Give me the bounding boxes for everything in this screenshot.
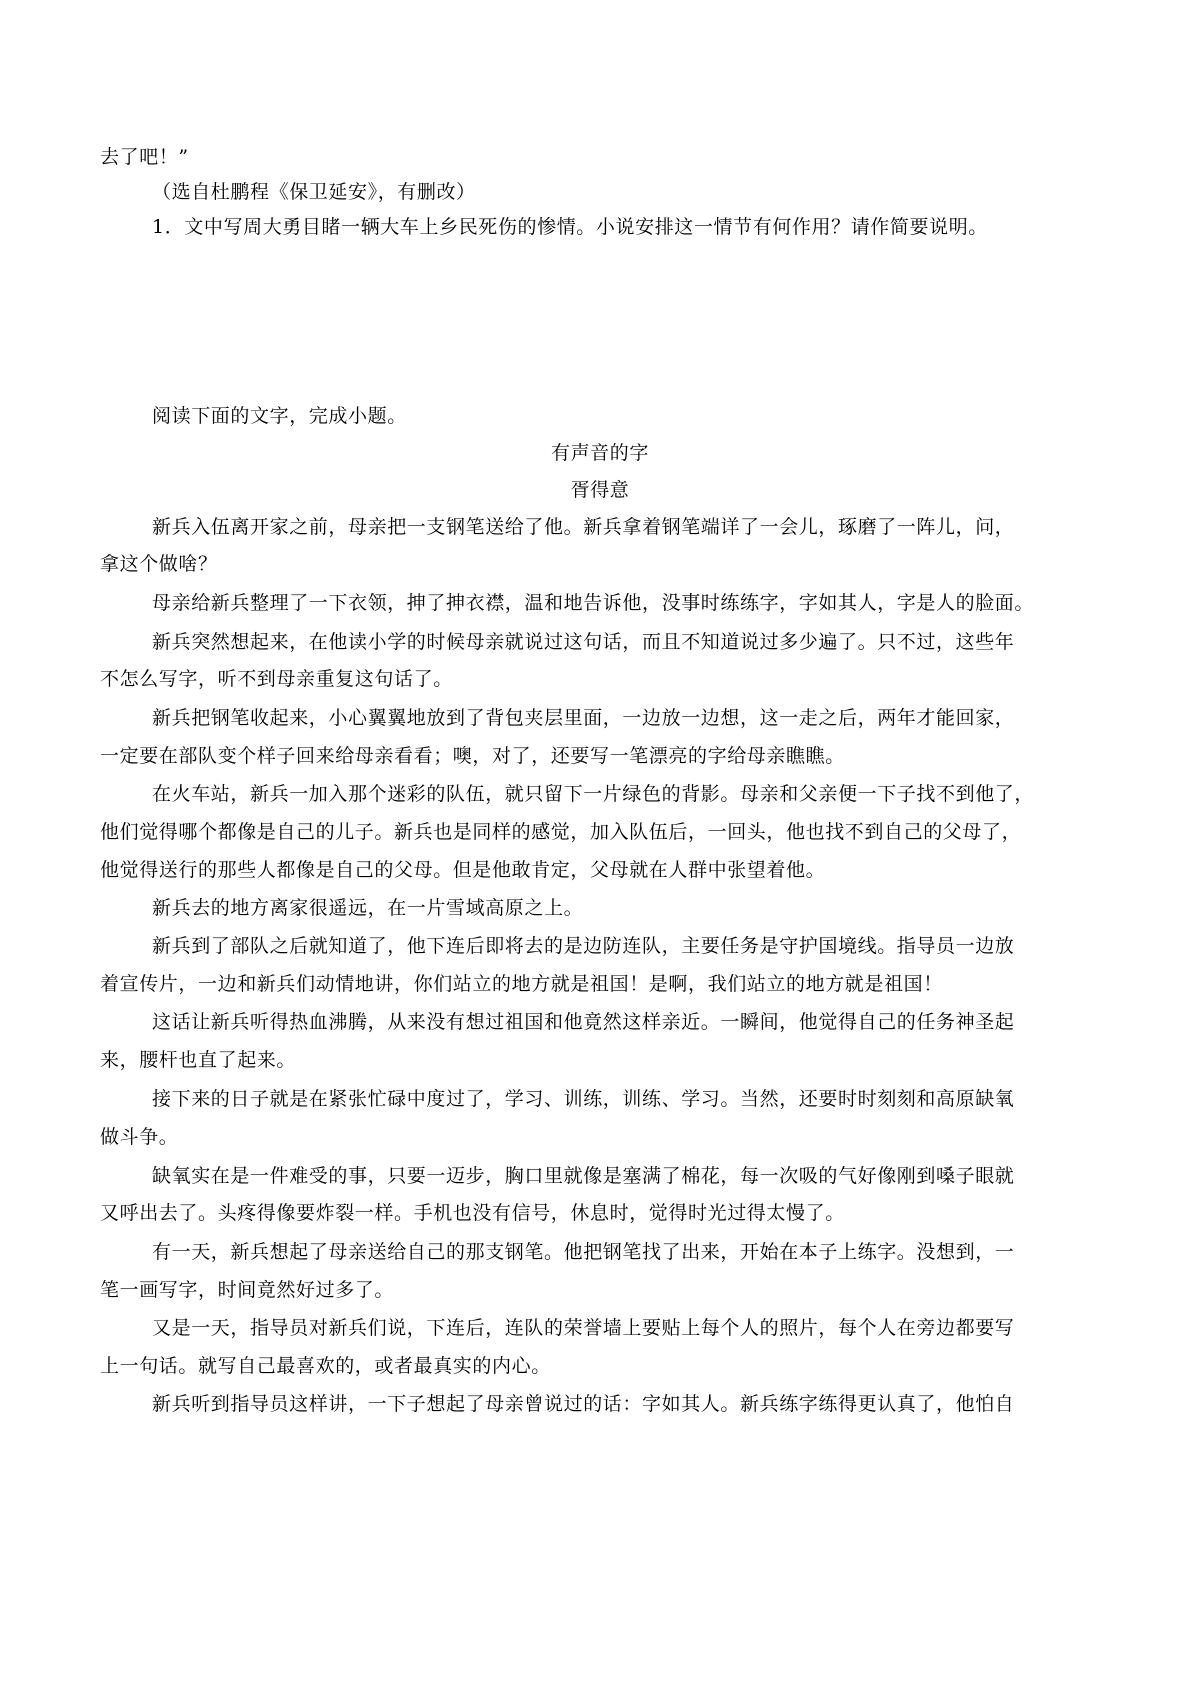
story-line: 笔一画写字，时间竟然好过多了。 (100, 1279, 395, 1301)
story-line: 上一句话。就写自己最喜欢的，或者最真实的内心。 (100, 1355, 551, 1377)
story-line: 新兵到了部队之后就知道了，他下连后即将去的是边防连队，主要任务是守护国境线。指导员一边放 (152, 935, 1015, 957)
story-title: 有声音的字 (550, 442, 649, 464)
story-line: 在火车站，新兵一加入那个迷彩的队伍，就只留下一片绿色的背影。母亲和父亲便一下子找不到他了， (152, 783, 1035, 805)
story-line: 新兵把钢笔收起来，小心翼翼地放到了背包夹层里面，一边放一边想，这一走之后，两年才能回家， (152, 707, 1015, 729)
story-line: 这话让新兵听得热血沸腾，从来没有想过祖国和他竟然这样亲近。一瞬间，他觉得自己的任务神圣起 (152, 1011, 1015, 1033)
story-line: 他觉得送行的那些人都像是自己的父母。但是他敢肯定，父母就在人群中张望着他。 (100, 859, 826, 881)
story-line: 新兵去的地方离家很遥远，在一片雪域高原之上。 (152, 897, 584, 919)
story-line: 新兵突然想起来，在他读小学的时候母亲就说过这句话，而且不知道说过多少遍了。只不过，这些年 (152, 631, 1015, 653)
story-line: 接下来的日子就是在紧张忙碌中度过了，学习、训练，训练、学习。当然，还要时时刻刻和高原缺氧 (152, 1088, 1015, 1110)
story-author: 胥得意 (570, 479, 630, 501)
story-line: 做斗争。 (100, 1126, 179, 1148)
story-line: 缺氧实在是一件难受的事，只要一迈步，胸口里就像是塞满了棉花，每一次吸的气好像刚到嗓子眼就 (152, 1165, 1015, 1187)
story-line: 不怎么写字，听不到母亲重复这句话了。 (100, 668, 453, 690)
question-1: 1．文中写周大勇目睹一辆大车上乡民死伤的惨情。小说安排这一情节有何作用？请作简要说明。 (152, 216, 988, 238)
story-line: 一定要在部队变个样子回来给母亲看看；噢，对了，还要写一笔漂亮的字给母亲瞧瞧。 (100, 745, 845, 767)
story-line: 母亲给新兵整理了一下衣领，抻了抻衣襟，温和地告诉他，没事时练练字，字如其人，字是人的脸面。 (152, 592, 1035, 614)
story-line: 又呼出去了。头疼得像要炸裂一样。手机也没有信号，休息时，觉得时光过得太慢了。 (100, 1202, 845, 1224)
story-line: 又是一天，指导员对新兵们说，下连后，连队的荣誉墙上要贴上每个人的照片，每个人在旁边都要写 (152, 1317, 1015, 1339)
story-line: 有一天，新兵想起了母亲送给自己的那支钢笔。他把钢笔找了出来，开始在本子上练字。没想到，一 (152, 1241, 1015, 1263)
previous-passage-ending: 去了吧！” (100, 146, 189, 168)
reading-instruction: 阅读下面的文字，完成小题。 (152, 405, 407, 427)
source-note: （选自杜鹏程《保卫延安》，有删改） (152, 181, 476, 203)
story-line: 拿这个做啥？ (100, 553, 218, 575)
story-line: 着宣传片，一边和新兵们动情地讲，你们站立的地方就是祖国！是啊，我们站立的地方就是祖国！ (100, 973, 943, 995)
story-line: 新兵听到指导员这样讲，一下子想起了母亲曾说过的话：字如其人。新兵练字练得更认真了，他怕自 (152, 1393, 1015, 1415)
story-line: 来，腰杆也直了起来。 (100, 1049, 297, 1071)
story-line: 他们觉得哪个都像是自己的儿子。新兵也是同样的感觉，加入队伍后，一回头，他也找不到自己的父母了， (100, 821, 1022, 843)
story-line: 新兵入伍离开家之前，母亲把一支钢笔送给了他。新兵拿着钢笔端详了一会儿，琢磨了一阵儿，问， (152, 516, 1015, 538)
